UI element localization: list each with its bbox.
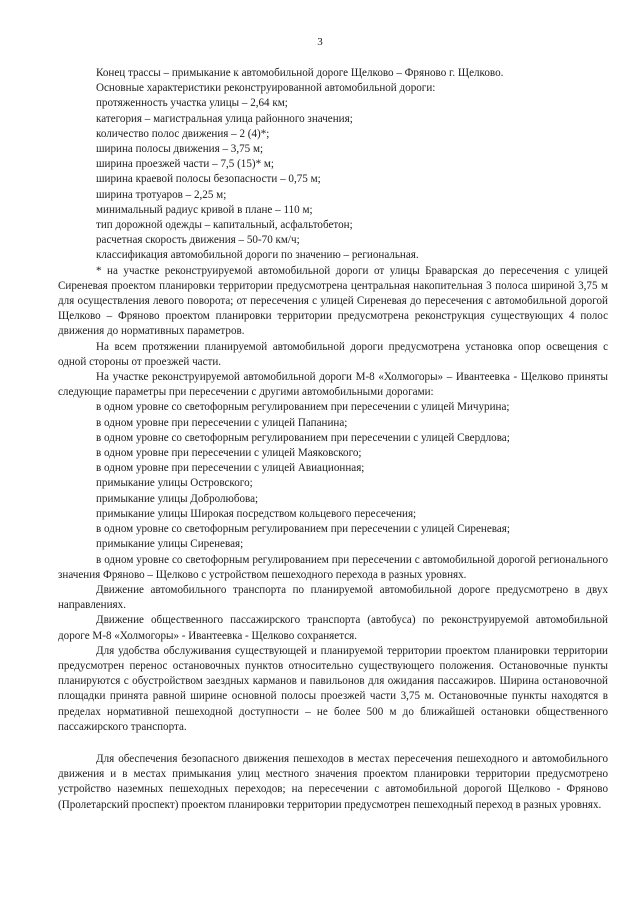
paragraph: категория – магистральная улица районного значения;	[96, 112, 353, 125]
paragraph: в одном уровне со светофорным регулированием при пересечении с улицей Сиреневая;	[96, 523, 510, 536]
paragraph: На участке реконструируемой автомобильной дороги М-8 «Холмогоры» – Ивантеевка - Щелково приняты следующие параметры при пересечении с другими автомобильными дорогами:	[58, 371, 608, 399]
paragraph: классификация автомобильной дороги по значению – региональная.	[96, 249, 419, 262]
paragraph: в одном уровне при пересечении с улицей Авиационная;	[96, 462, 365, 475]
paragraph: Конец трассы – примыкание к автомобильной дороге Щелково – Фряново г. Щелково.	[96, 67, 504, 79]
paragraph: * на участке реконструируемой автомобильной дороги от улицы Браварская до пересечения с улицей Сиреневая проектом планировки территории предусмотрена центральная накопительная 3 полоса шириной 3,75 м для осуществления левого поворота; от пересечения с улицей Сиреневая до пересечения с автомобильной дорогой Щелково – Фряново проектом планировки территории предусмотрена реконструкция существующих 4 полос движения до нормативных параметров.	[58, 264, 608, 338]
paragraph: в одном уровне со светофорным регулированием при пересечении с автомобильной дорогой регионального значения Фряново – Щелково с устройством пешеходного перехода в разных уровнях.	[58, 553, 608, 581]
paragraph: На всем протяжении планируемой автомобильной дороги предусмотрена установка опор освещения с одной стороны от проезжей части.	[58, 340, 608, 368]
paragraph: ширина краевой полосы безопасности – 0,75 м;	[96, 173, 321, 186]
paragraph: ширина тротуаров – 2,25 м;	[96, 188, 227, 201]
paragraph: Движение автомобильного транспорта по планируемой автомобильной дороге предусмотрено в двух направлениях.	[58, 583, 608, 612]
paragraph: примыкание улицы Островского;	[96, 477, 253, 490]
paragraph: в одном уровне при пересечении с улицей Папанина;	[96, 416, 348, 429]
paragraph: Для обеспечения безопасного движения пешеходов в местах пересечения пешеходного и автомобильного движения и в местах примыкания улиц местного значения проектом планировки территории предусмотрено устройство наземных пешеходных переходов; на пересечении с автомобильной дорогой Щелково - Фряново (Пролетарский проспект) проектом планировки территории предусмотрен пешеходный переход в разных уровнях.	[58, 752, 608, 811]
paragraph: в одном уровне при пересечении с улицей Маяковского;	[96, 447, 362, 460]
paragraph-gap	[58, 735, 608, 752]
paragraph: ширина проезжей части – 7,5 (15)* м;	[96, 158, 275, 171]
paragraph: в одном уровне со светофорным регулированием при пересечении с улицей Мичурина;	[96, 401, 510, 414]
paragraph: Основные характеристики реконструированной автомобильной дороги:	[96, 82, 436, 95]
paragraph: примыкание улицы Широкая посредством кольцевого пересечения;	[96, 507, 417, 520]
paragraph: в одном уровне со светофорным регулированием при пересечении с улицей Свердлова;	[96, 431, 510, 444]
paragraph: ширина полосы движения – 3,75 м;	[96, 143, 264, 156]
paragraph: примыкание улицы Добролюбова;	[96, 492, 259, 505]
paragraph: расчетная скорость движения – 50-70 км/ч;	[96, 234, 300, 247]
paragraph: протяженность участка улицы – 2,64 км;	[96, 97, 288, 110]
paragraph: примыкание улицы Сиреневая;	[96, 538, 244, 551]
paragraph: количество полос движения – 2 (4)*;	[96, 127, 270, 140]
paragraph: минимальный радиус кривой в плане – 110 м;	[96, 203, 313, 216]
paragraph: Для удобства обслуживания существующей и планируемой территории проектом планировки территории предусмотрен перенос остановочных пунктов относительно существующего положения. Остановочные пункты планируются с обустройством заездных карманов и павильонов для ожидания пассажиров. Ширина остановочной площадки принята равной ширине основной полосы проезжей части 3,75 м. Остановочные пункты находятся в пределах нормативной пешеходной доступности – не более 500 м до ближайшей остановки общественного пассажирского транспорта.	[58, 644, 608, 733]
paragraph: тип дорожной одежды – капитальный, асфальтобетон;	[96, 219, 353, 232]
paragraph: Движение общественного пассажирского транспорта (автобуса) по реконструируемой автомобильной дороге М-8 «Холмогоры» - Ивантеевка - Щелково сохраняется.	[58, 614, 608, 642]
document-body	[58, 66, 608, 813]
page-number: 3	[317, 36, 323, 48]
